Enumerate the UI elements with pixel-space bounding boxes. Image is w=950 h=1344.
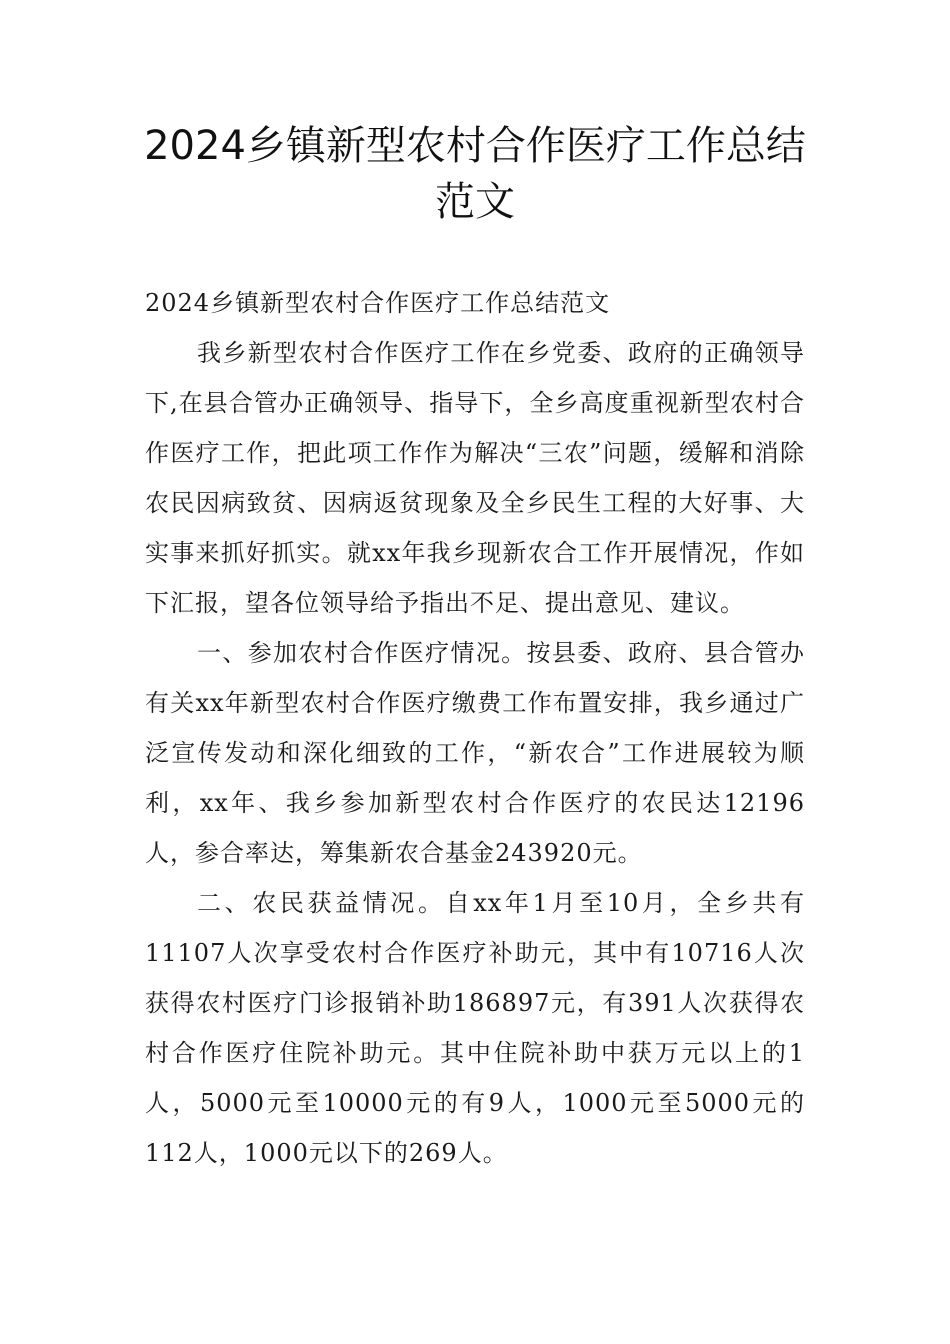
paragraph-participation: 一、参加农村合作医疗情况。按县委、政府、县合管办有关xx年新型农村合作医疗缴费工作布置安排，我乡通过广泛宣传发动和深化细致的工作，“新农合”工作进展较为顺利，xx年、我乡参加新型农村合作医疗的农民达12196人，参合率达，筹集新农合基金243920元。 [145, 639, 805, 867]
document-body [145, 278, 805, 1178]
document-title: 2024乡镇新型农村合作医疗工作总结范文 [144, 123, 806, 225]
paragraph-benefits: 二、农民获益情况。自xx年1月至10月，全乡共有11107人次享受农村合作医疗补助元，其中有10716人次获得农村医疗门诊报销补助186897元，有391人次获得农村合作医疗住院补助元。其中住院补助中获万元以上的1人，5000元至10000元的有9人，1000元至5000元的112人，1000元以下的269人。 [145, 889, 805, 1167]
paragraph-intro: 我乡新型农村合作医疗工作在乡党委、政府的正确领导下,在县合管办正确领导、指导下，全乡高度重视新型农村合作医疗工作，把此项工作作为解决“三农”问题，缓解和消除农民因病致贫、因病返贫现象及全乡民生工程的大好事、大实事来抓好抓实。就xx年我乡现新农合工作开展情况，作如下汇报，望各位领导给予指出不足、提出意见、建议。 [145, 339, 805, 617]
document-subtitle: 2024乡镇新型农村合作医疗工作总结范文 [145, 289, 611, 317]
